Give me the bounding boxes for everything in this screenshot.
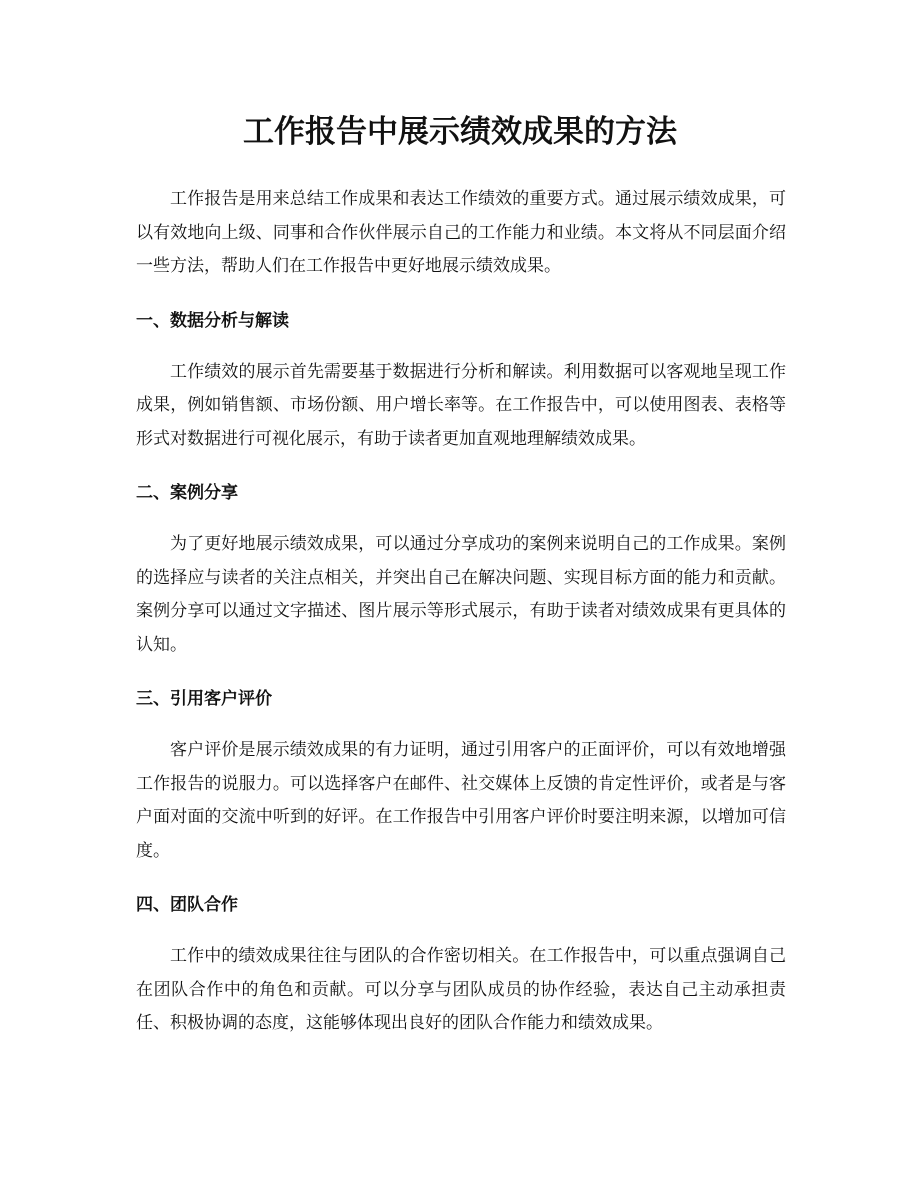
intro-paragraph: 工作报告是用来总结工作成果和表达工作绩效的重要方式。通过展示绩效成果，可以有效地向上级、同事和合作伙伴展示自己的工作能力和业绩。本文将从不同层面介绍一些方法，帮助人们在工作报告中更好地展示绩效成果。 bbox=[136, 189, 786, 276]
section-paragraph-customer-reviews: 客户评价是展示绩效成果的有力证明，通过引用客户的正面评价，可以有效地增强工作报告的说服力。可以选择客户在邮件、社交媒体上反馈的肯定性评价，或者是与客户面对面的交流中听到的好评。在工作报告中引用客户评价时要注明来源，以增加可信度。 bbox=[136, 740, 786, 861]
section-paragraph-case-sharing: 为了更好地展示绩效成果，可以通过分享成功的案例来说明自己的工作成果。案例的选择应与读者的关注点相关，并突出自己在解决问题、实现目标方面的能力和贡献。案例分享可以通过文字描述、图片展示等形式展示，有助于读者对绩效成果有更具体的认知。 bbox=[136, 534, 786, 655]
section-paragraph-teamwork: 工作中的绩效成果往往与团队的合作密切相关。在工作报告中，可以重点强调自己在团队合作中的角色和贡献。可以分享与团队成员的协作经验，表达自己主动承担责任、积极协调的态度，这能够体现出良好的团队合作能力和绩效成果。 bbox=[136, 946, 786, 1033]
section-heading-case-sharing: 二、案例分享 bbox=[136, 483, 238, 503]
document-body bbox=[136, 183, 786, 1041]
section-heading-data-analysis: 一、数据分析与解读 bbox=[136, 310, 289, 331]
section-paragraph-data-analysis: 工作绩效的展示首先需要基于数据进行分析和解读。利用数据可以客观地呈现工作成果，例如销售额、市场份额、用户增长率等。在工作报告中，可以使用图表、表格等形式对数据进行可视化展示，有助于读者更加直观地理解绩效成果。 bbox=[136, 361, 786, 449]
section-heading-teamwork: 四、团队合作 bbox=[136, 895, 238, 915]
document-title: 工作报告中展示绩效成果的方法 bbox=[243, 114, 677, 150]
section-heading-customer-reviews: 三、引用客户评价 bbox=[136, 689, 272, 709]
